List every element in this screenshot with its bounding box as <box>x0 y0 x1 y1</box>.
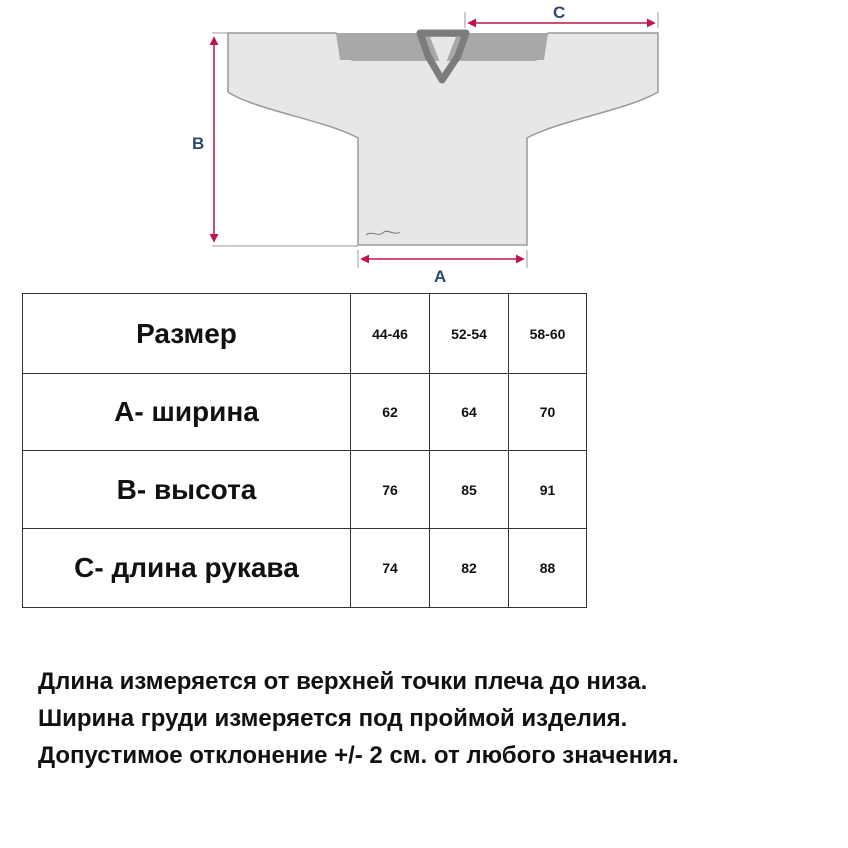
table-row <box>23 374 587 451</box>
table-header-row <box>23 294 587 374</box>
size-header-1: 44-46 <box>351 294 430 374</box>
note-line: Ширина груди измеряется под проймой изделия. <box>38 705 628 732</box>
notes <box>38 663 838 774</box>
table-cell: 85 <box>430 451 509 529</box>
table-row <box>23 451 587 529</box>
table-row <box>23 529 587 608</box>
dimension-b-label: B <box>192 134 205 153</box>
row-label: А- ширина <box>23 374 351 451</box>
row-label: С- длина рукава <box>23 529 351 608</box>
table-cell: 62 <box>351 374 430 451</box>
table-cell: 88 <box>509 529 587 608</box>
dimension-a-label: A <box>434 267 447 286</box>
table-cell: 70 <box>509 374 587 451</box>
jersey-diagram <box>0 0 848 290</box>
table-cell: 64 <box>430 374 509 451</box>
size-header-label: Размер <box>23 294 351 374</box>
table-cell: 82 <box>430 529 509 608</box>
dimension-c-label: C <box>553 3 566 22</box>
size-header-2: 52-54 <box>430 294 509 374</box>
size-table <box>22 293 587 608</box>
size-header-3: 58-60 <box>509 294 587 374</box>
table-cell: 91 <box>509 451 587 529</box>
row-label: В- высота <box>23 451 351 529</box>
table-cell: 74 <box>351 529 430 608</box>
note-line: Длина измеряется от верхней точки плеча до низа. <box>38 668 648 695</box>
table-cell: 76 <box>351 451 430 529</box>
note-line: Допустимое отклонение +/- 2 см. от любого значения. <box>38 742 679 769</box>
